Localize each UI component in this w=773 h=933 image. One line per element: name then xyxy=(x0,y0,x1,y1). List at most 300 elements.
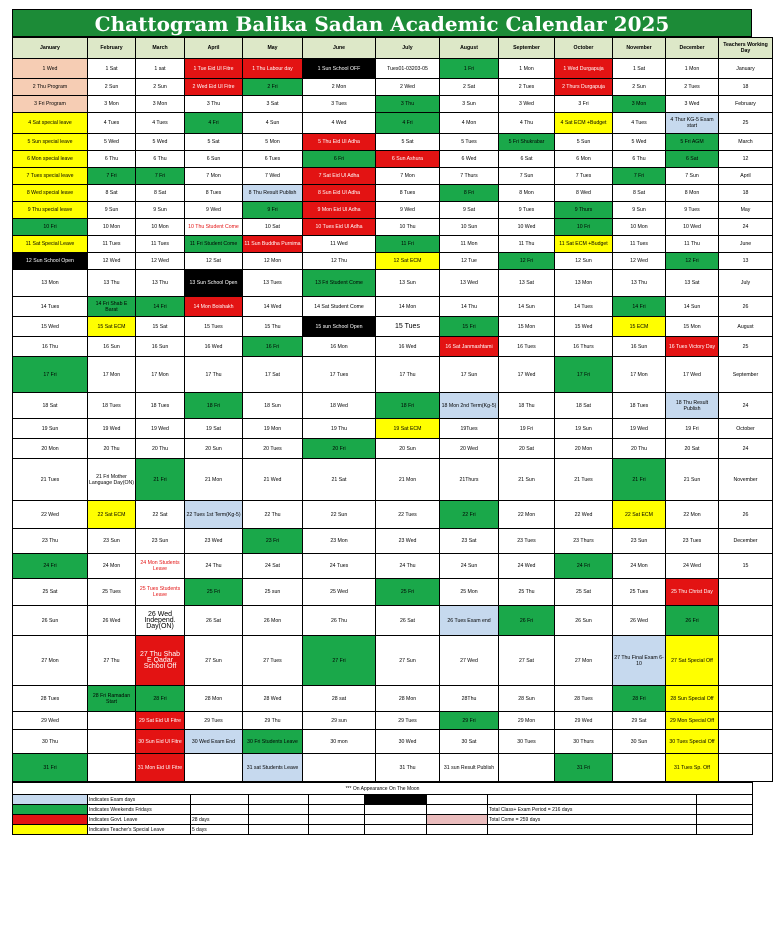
day-cell: 24 Wed xyxy=(666,554,719,579)
day-cell: 25 Tues xyxy=(88,579,136,606)
day-cell: 5 Thu Eid Ul Adha xyxy=(303,134,376,151)
day-cell: 13 Tues xyxy=(243,270,303,297)
teachers-working-day-cell: January xyxy=(719,59,773,79)
month-header-0: January xyxy=(13,38,88,59)
day-cell: 1 Wed Durgapuja xyxy=(555,59,613,79)
day-cell: 15 Thu xyxy=(243,317,303,337)
day-cell: 2 Thurs Durgapuja xyxy=(555,79,613,96)
day-cell: 19 Sun xyxy=(555,419,613,439)
teachers-working-day-cell: 25 xyxy=(719,113,773,134)
day-cell: 3 Mon xyxy=(136,96,185,113)
day-cell: 24 Mon xyxy=(88,554,136,579)
day-cell: 25 Fri xyxy=(185,579,243,606)
day-cell: 23 Tues xyxy=(666,529,719,554)
day-cell: 31 Tues Sp. Off xyxy=(666,754,719,782)
teachers-working-day-cell: July xyxy=(719,270,773,297)
day-cell: 14 Tues xyxy=(13,297,88,317)
month-header-row xyxy=(13,38,773,59)
day-cell: 26 Sun xyxy=(13,606,88,636)
teachers-working-day-cell: 24 xyxy=(719,393,773,419)
legend-swatch-teacher xyxy=(13,825,88,835)
table-row xyxy=(13,712,773,730)
day-cell: 17 Sat xyxy=(243,357,303,393)
table-row xyxy=(13,79,773,96)
day-cell: 9 Thu special leave xyxy=(13,202,88,219)
day-cell: 29 Mon xyxy=(499,712,555,730)
day-cell: 5 Sat xyxy=(376,134,440,151)
day-cell: 21 Fri xyxy=(136,459,185,501)
teachers-working-day-cell: 26 xyxy=(719,297,773,317)
day-cell: 1 Tue Eid Ul Fitre xyxy=(185,59,243,79)
day-cell: 13 Mon xyxy=(555,270,613,297)
day-cell: 9 Sun xyxy=(88,202,136,219)
day-cell: 29 Fri xyxy=(440,712,499,730)
day-cell: 20 Sat xyxy=(666,439,719,459)
table-row xyxy=(13,253,773,270)
day-cell: 8 Sat xyxy=(136,185,185,202)
day-cell: 9 Sat xyxy=(440,202,499,219)
teachers-working-day-cell: June xyxy=(719,236,773,253)
day-cell: 1 Mon xyxy=(666,59,719,79)
day-cell: 26 Thu xyxy=(303,606,376,636)
teachers-working-day-cell: 24 xyxy=(719,219,773,236)
day-cell: 19 Sun xyxy=(13,419,88,439)
day-cell: 24 Fri xyxy=(555,554,613,579)
day-cell: 21 Fri Mother Language Day(ON) xyxy=(88,459,136,501)
table-row xyxy=(13,636,773,686)
day-cell: 13 Wed xyxy=(440,270,499,297)
teachers-working-day-cell: 24 xyxy=(719,439,773,459)
day-cell: 22 Tues 1st Term(Kg-5) xyxy=(185,501,243,529)
month-header-7: August xyxy=(440,38,499,59)
day-cell: 22 Thu xyxy=(243,501,303,529)
day-cell: 2 Sat xyxy=(440,79,499,96)
day-cell: 18 Tues xyxy=(136,393,185,419)
day-cell: 16 Sun xyxy=(88,337,136,357)
day-cell: 13 Thu xyxy=(88,270,136,297)
day-cell: 10 Sat xyxy=(243,219,303,236)
teachers-working-day-cell: November xyxy=(719,459,773,501)
day-cell: 24 Sun xyxy=(440,554,499,579)
day-cell: 17 Mon xyxy=(136,357,185,393)
legend-row-teacher xyxy=(13,825,753,835)
day-cell: 28 Fri Ramadan Start xyxy=(88,686,136,712)
day-cell: 14 Wed xyxy=(243,297,303,317)
day-cell: 16 Sun xyxy=(136,337,185,357)
day-cell: 5 Sun xyxy=(555,134,613,151)
day-cell: 11 Tues xyxy=(613,236,666,253)
day-cell: 15 Mon xyxy=(666,317,719,337)
day-cell: 12 Thu xyxy=(303,253,376,270)
day-cell: 3 Sat xyxy=(243,96,303,113)
table-row xyxy=(13,202,773,219)
teachers-working-day-cell: February xyxy=(719,96,773,113)
day-cell: 28 Wed xyxy=(243,686,303,712)
day-cell: 7 Sat Eid Ul Adha xyxy=(303,168,376,185)
day-cell: 12 Fri xyxy=(499,253,555,270)
day-cell: 30 Fri Students Leave xyxy=(243,730,303,754)
day-cell: 7 Fri xyxy=(613,168,666,185)
teachers-working-day-cell: 25 xyxy=(719,337,773,357)
day-cell: 2 Sun xyxy=(88,79,136,96)
day-cell: 31 sun Result Publish xyxy=(440,754,499,782)
day-cell: 25 Mon xyxy=(440,579,499,606)
table-row xyxy=(13,529,773,554)
day-cell: 20 Sat xyxy=(499,439,555,459)
day-cell: 17 Fri xyxy=(13,357,88,393)
day-cell: 28 Sun Special Off xyxy=(666,686,719,712)
day-cell: 11 Mon xyxy=(440,236,499,253)
day-cell: 19 Wed xyxy=(613,419,666,439)
month-header-11: December xyxy=(666,38,719,59)
day-cell: 15 Tues xyxy=(376,317,440,337)
teachers-working-day-cell: March xyxy=(719,134,773,151)
day-cell: 16 Tues Victory Day xyxy=(666,337,719,357)
month-header-3: April xyxy=(185,38,243,59)
teachers-working-day-cell: 18 xyxy=(719,185,773,202)
day-cell: 7 Sun xyxy=(666,168,719,185)
day-cell: 22 Sat xyxy=(136,501,185,529)
day-cell: 28 Mon xyxy=(376,686,440,712)
day-cell: 7 Thurs xyxy=(440,168,499,185)
day-cell: 26 Wed Independ. Day(ON) xyxy=(136,606,185,636)
day-cell: 3 Fri xyxy=(555,96,613,113)
day-cell: 29 Tues xyxy=(185,712,243,730)
day-cell: 6 Sun xyxy=(185,151,243,168)
day-cell: 14 Fri xyxy=(136,297,185,317)
day-cell: 19 Sat ECM xyxy=(376,419,440,439)
day-cell: 17 Tues xyxy=(303,357,376,393)
month-header-12: Teachers Working Day xyxy=(719,38,773,59)
day-cell: 27 Sat Special Off xyxy=(666,636,719,686)
day-cell: 18 Sat xyxy=(13,393,88,419)
teachers-working-day-cell: 26 xyxy=(719,501,773,529)
day-cell: 22 Sun xyxy=(303,501,376,529)
legend-row-govt xyxy=(13,815,753,825)
day-cell xyxy=(88,730,136,754)
day-cell: 26 Sun xyxy=(555,606,613,636)
day-cell: 10 Fri xyxy=(555,219,613,236)
day-cell: 16 Mon xyxy=(303,337,376,357)
day-cell: 22 Sat ECM xyxy=(88,501,136,529)
table-row xyxy=(13,297,773,317)
teachers-working-day-cell: December xyxy=(719,529,773,554)
day-cell: 12 Fri xyxy=(666,253,719,270)
day-cell: 4 Tues xyxy=(88,113,136,134)
legend-label-weekend: Indicates Weekends Fridays xyxy=(88,805,191,815)
table-row xyxy=(13,393,773,419)
day-cell: 13 Sat xyxy=(499,270,555,297)
day-cell: 26 Wed xyxy=(613,606,666,636)
day-cell: 17 Sun xyxy=(440,357,499,393)
day-cell xyxy=(303,754,376,782)
day-cell: 23 Thurs xyxy=(555,529,613,554)
teachers-working-day-cell xyxy=(719,606,773,636)
day-cell: 14 Sat Student Come xyxy=(303,297,376,317)
day-cell: 2 Tues xyxy=(666,79,719,96)
day-cell: 3 Wed xyxy=(499,96,555,113)
day-cell: 31 Mon Eid Ul Fitre xyxy=(136,754,185,782)
table-row xyxy=(13,151,773,168)
day-cell: 3 Fri Program xyxy=(13,96,88,113)
day-cell: 10 Wed xyxy=(666,219,719,236)
day-cell: 3 Tues xyxy=(303,96,376,113)
day-cell xyxy=(88,712,136,730)
day-cell: 11 Sat Special Leave xyxy=(13,236,88,253)
legend-swatch-govt xyxy=(13,815,88,825)
day-cell: 2 Fri xyxy=(243,79,303,96)
day-cell: 25 Fri xyxy=(376,579,440,606)
table-row xyxy=(13,357,773,393)
month-header-10: November xyxy=(613,38,666,59)
day-cell: 6 Thu xyxy=(88,151,136,168)
teachers-working-day-cell xyxy=(719,636,773,686)
day-cell: 1 Sat xyxy=(88,59,136,79)
day-cell: 29 Wed xyxy=(555,712,613,730)
month-header-1: February xyxy=(88,38,136,59)
day-cell: 5 Wed xyxy=(136,134,185,151)
legend-label-govt: Indicates Govt. Leave xyxy=(88,815,191,825)
table-row xyxy=(13,236,773,253)
legend-row-weekend xyxy=(13,805,753,815)
legend-table xyxy=(12,782,753,835)
day-cell: 27 Thu Shab E Qadar School Off xyxy=(136,636,185,686)
table-row xyxy=(13,606,773,636)
day-cell: 20 Tues xyxy=(243,439,303,459)
day-cell: 8 Sun Eid Ul Adha xyxy=(303,185,376,202)
day-cell: 4 Sat ECM +Budget xyxy=(555,113,613,134)
day-cell: 25 Wed xyxy=(303,579,376,606)
moon-note: *** On Appearance On The Moon xyxy=(13,783,753,795)
day-cell: 10 Mon xyxy=(136,219,185,236)
day-cell: 25 sun xyxy=(243,579,303,606)
day-cell: 23 Fri xyxy=(243,529,303,554)
day-cell: 8 Mon xyxy=(499,185,555,202)
table-row xyxy=(13,459,773,501)
day-cell: 26 Fri xyxy=(666,606,719,636)
table-row xyxy=(13,754,773,782)
day-cell: 5 Sat xyxy=(185,134,243,151)
legend-swatch-black xyxy=(365,795,427,805)
table-row xyxy=(13,730,773,754)
day-cell: 4 Sun xyxy=(243,113,303,134)
day-cell: 22 Wed xyxy=(13,501,88,529)
legend-label-exam: Indicates Exam days xyxy=(88,795,191,805)
month-header-5: June xyxy=(303,38,376,59)
day-cell: 1 Sat xyxy=(613,59,666,79)
day-cell: 17 Thu xyxy=(376,357,440,393)
day-cell: 29 Sat Eid Ul Fitre xyxy=(136,712,185,730)
day-cell: 6 Thu xyxy=(136,151,185,168)
day-cell: 10 Thu xyxy=(376,219,440,236)
month-header-4: May xyxy=(243,38,303,59)
day-cell: 19 Thu xyxy=(303,419,376,439)
day-cell: 12 Sun xyxy=(555,253,613,270)
day-cell: 17 Wed xyxy=(666,357,719,393)
day-cell: 22 Wed xyxy=(555,501,613,529)
day-cell: 9 Tues xyxy=(499,202,555,219)
day-cell: 5 Fri Shukrabar xyxy=(499,134,555,151)
day-cell: 23 Sun xyxy=(613,529,666,554)
day-cell: 17 Wed xyxy=(499,357,555,393)
day-cell: 28Thu xyxy=(440,686,499,712)
day-cell: 28 Tues xyxy=(555,686,613,712)
day-cell: 12 Mon xyxy=(243,253,303,270)
day-cell: 11 Tues xyxy=(136,236,185,253)
day-cell: 29 Sat xyxy=(613,712,666,730)
total-classes: Total Class+ Exam Period = 216 days xyxy=(488,805,697,815)
day-cell: 13 Sun xyxy=(376,270,440,297)
day-cell: 12 Tue xyxy=(440,253,499,270)
day-cell: 2 Mon xyxy=(303,79,376,96)
day-cell: 19Tues xyxy=(440,419,499,439)
day-cell: 27 Wed xyxy=(440,636,499,686)
day-cell: 5 Fri AGM xyxy=(666,134,719,151)
day-cell: 15 Sat ECM xyxy=(88,317,136,337)
day-cell: 23 Wed xyxy=(185,529,243,554)
day-cell: 19 Wed xyxy=(88,419,136,439)
day-cell: 16 Sat Janmashtami xyxy=(440,337,499,357)
day-cell: 6 Fri xyxy=(303,151,376,168)
day-cell: 8 Tues xyxy=(185,185,243,202)
day-cell: 4 Fri xyxy=(376,113,440,134)
legend-swatch-weekend xyxy=(13,805,88,815)
day-cell: 11 Thu xyxy=(499,236,555,253)
day-cell: 31 Fri xyxy=(555,754,613,782)
teachers-working-day-cell xyxy=(719,686,773,712)
calendar-sheet xyxy=(12,9,768,835)
day-cell: 4 Tues xyxy=(613,113,666,134)
day-cell: 7 Tues special leave xyxy=(13,168,88,185)
day-cell: 6 Thu xyxy=(613,151,666,168)
day-cell: 18 Sat xyxy=(555,393,613,419)
day-cell: 8 Wed xyxy=(555,185,613,202)
table-row xyxy=(13,337,773,357)
day-cell xyxy=(613,754,666,782)
day-cell: 10 Sun xyxy=(440,219,499,236)
day-cell: 5 Wed xyxy=(613,134,666,151)
day-cell: 12 Wed xyxy=(88,253,136,270)
day-cell: 28 Sun xyxy=(499,686,555,712)
day-cell: 30 Thu xyxy=(13,730,88,754)
day-cell: 25 Tues xyxy=(613,579,666,606)
day-cell: 20 Thu xyxy=(613,439,666,459)
day-cell: 27 Thu xyxy=(88,636,136,686)
day-cell: 1 Wed xyxy=(13,59,88,79)
day-cell: 12 Wed xyxy=(613,253,666,270)
teachers-working-day-cell: 18 xyxy=(719,79,773,96)
day-cell: 11 Thu xyxy=(666,236,719,253)
day-cell: 4 Thu xyxy=(499,113,555,134)
day-cell: 9 Sun xyxy=(136,202,185,219)
day-cell: 8 Sat xyxy=(88,185,136,202)
calendar-table xyxy=(12,37,773,782)
day-cell: 11 Sat ECM +Budget xyxy=(555,236,613,253)
day-cell: 14 Mon Boishakh xyxy=(185,297,243,317)
teachers-working-day-cell xyxy=(719,730,773,754)
day-cell: 27 Fri xyxy=(303,636,376,686)
day-cell: 1 Fri xyxy=(440,59,499,79)
day-cell: 21Thurs xyxy=(440,459,499,501)
day-cell: 18 Sun xyxy=(243,393,303,419)
day-cell: 13 Thu xyxy=(136,270,185,297)
teachers-working-day-cell: May xyxy=(719,202,773,219)
day-cell: 17 Mon xyxy=(88,357,136,393)
day-cell: 30 Wed Exam End xyxy=(185,730,243,754)
day-cell: 1 Thu Labour day xyxy=(243,59,303,79)
day-cell: 3 Sun xyxy=(440,96,499,113)
day-cell: 29 Thu xyxy=(243,712,303,730)
day-cell: 8 Sat xyxy=(613,185,666,202)
day-cell: 20 Fri xyxy=(303,439,376,459)
day-cell: 4 Mon xyxy=(440,113,499,134)
day-cell: 23 Sun xyxy=(88,529,136,554)
day-cell: 14 Thu xyxy=(440,297,499,317)
day-cell: 17 Fri xyxy=(555,357,613,393)
day-cell: 19 Fri xyxy=(499,419,555,439)
day-cell: 4 Wed xyxy=(303,113,376,134)
day-cell: 16 Sun xyxy=(613,337,666,357)
day-cell: 7 Tues xyxy=(555,168,613,185)
day-cell: 29 sun xyxy=(303,712,376,730)
day-cell: 11 Tues xyxy=(88,236,136,253)
day-cell: 21 Fri xyxy=(613,459,666,501)
day-cell: 24 Mon xyxy=(613,554,666,579)
day-cell: 2 Wed xyxy=(376,79,440,96)
day-cell: 2 Tues xyxy=(499,79,555,96)
day-cell: 28 Fri xyxy=(613,686,666,712)
day-cell: 25 Tues Students Leave xyxy=(136,579,185,606)
day-cell: 6 Sun Ashura xyxy=(376,151,440,168)
day-cell: 27 Sat xyxy=(499,636,555,686)
day-cell: 23 Thu xyxy=(13,529,88,554)
day-cell: 19 Mon xyxy=(243,419,303,439)
teachers-working-day-cell: April xyxy=(719,168,773,185)
day-cell: 15 sun School Open xyxy=(303,317,376,337)
day-cell: 20 Mon xyxy=(555,439,613,459)
day-cell: 24 Sat xyxy=(243,554,303,579)
day-cell: 8 Fri xyxy=(440,185,499,202)
day-cell: 24 Fri xyxy=(13,554,88,579)
day-cell: 21 Wed xyxy=(243,459,303,501)
teachers-working-day-cell: September xyxy=(719,357,773,393)
day-cell: 30 mon xyxy=(303,730,376,754)
day-cell: 4 Fri xyxy=(185,113,243,134)
month-header-2: March xyxy=(136,38,185,59)
day-cell: 30 Tues xyxy=(499,730,555,754)
day-cell: 23 Wed xyxy=(376,529,440,554)
day-cell: 21 Sun xyxy=(666,459,719,501)
legend-label-teacher: Indicates Teacher's Special Leave xyxy=(88,825,191,835)
day-cell: 1 sat xyxy=(136,59,185,79)
day-cell: 2 Sun xyxy=(136,79,185,96)
day-cell: 27 Mon xyxy=(13,636,88,686)
legend-teacher-days: 5 days xyxy=(191,825,249,835)
teachers-working-day-cell xyxy=(719,579,773,606)
day-cell: 6 Mon special leave xyxy=(13,151,88,168)
day-cell: 22 Sat ECM xyxy=(613,501,666,529)
day-cell: 6 Sat xyxy=(666,151,719,168)
day-cell: 28 Mon xyxy=(185,686,243,712)
day-cell: 12 Sat ECM xyxy=(376,253,440,270)
day-cell: 19 Sat xyxy=(185,419,243,439)
day-cell: 26 Mon xyxy=(243,606,303,636)
day-cell: 17 Thu xyxy=(185,357,243,393)
day-cell: 24 Thu xyxy=(376,554,440,579)
day-cell: 10 Wed xyxy=(499,219,555,236)
day-cell: 28 sat xyxy=(303,686,376,712)
day-cell: 16 Wed xyxy=(376,337,440,357)
